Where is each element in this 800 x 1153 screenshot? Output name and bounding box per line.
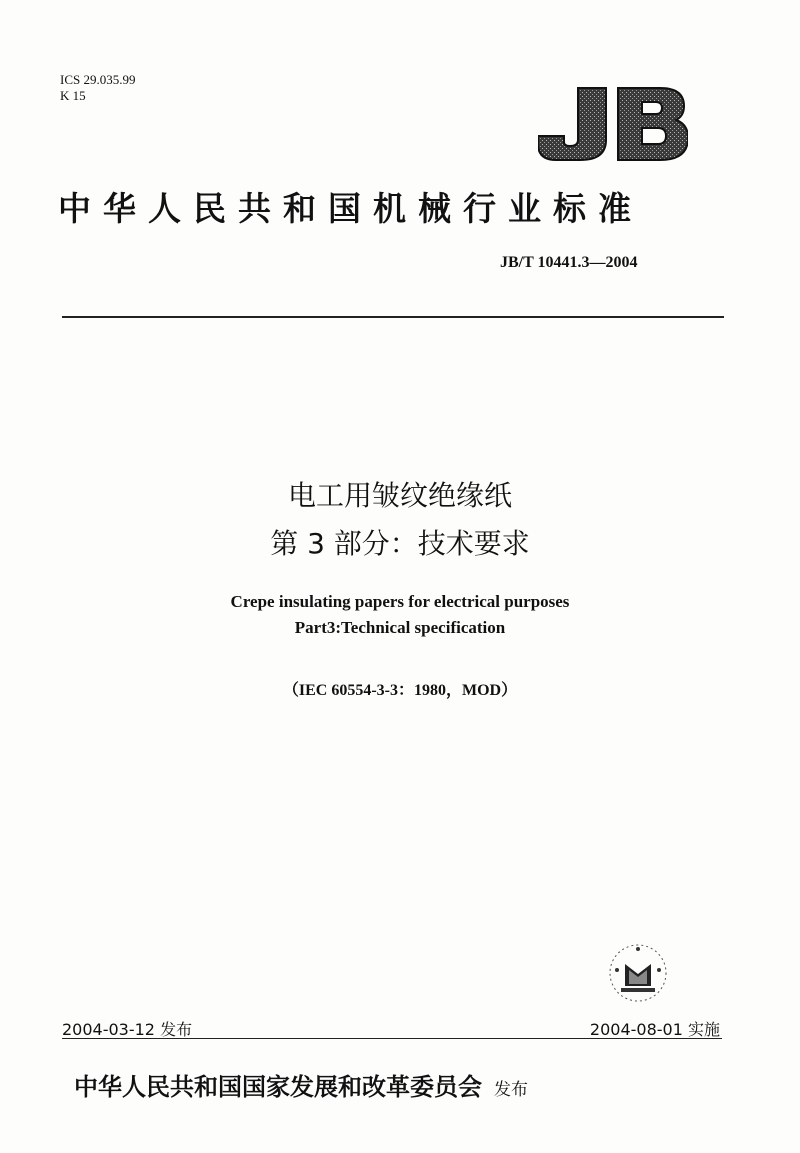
title-english-line2: Part3:Technical specification xyxy=(294,618,506,637)
publisher-line xyxy=(74,1067,528,1102)
adoption-note: （IEC 60554-3-3：1980，MOD） xyxy=(282,682,518,699)
jb-logo-icon xyxy=(538,84,688,164)
standard-organization-title: 中华人民共和国机械行业标准 xyxy=(58,189,643,228)
title-chinese-line1: 电工用皱纹绝缘纸 xyxy=(287,479,512,512)
class-code: K 15 xyxy=(60,88,86,103)
ics-code: ICS 29.035.99 xyxy=(60,72,136,87)
publisher-name: 中华人民共和国国家发展和改革委员会 xyxy=(74,1073,482,1101)
title-english-line1: Crepe insulating papers for electrical purposes xyxy=(230,592,570,611)
issue-date: 2004-03-12 发布 xyxy=(62,1020,193,1039)
header-divider xyxy=(62,316,724,318)
standard-number: JB/T 10441.3—2004 xyxy=(500,254,638,271)
publisher-seal-icon xyxy=(603,940,673,1006)
implementation-date: 2004-08-01 实施 xyxy=(589,1020,720,1039)
footer-divider xyxy=(62,1038,722,1039)
title-chinese-line2: 第 3 部分：技术要求 xyxy=(270,527,530,560)
publisher-suffix: 发布 xyxy=(494,1080,528,1100)
classification-codes xyxy=(60,72,135,104)
